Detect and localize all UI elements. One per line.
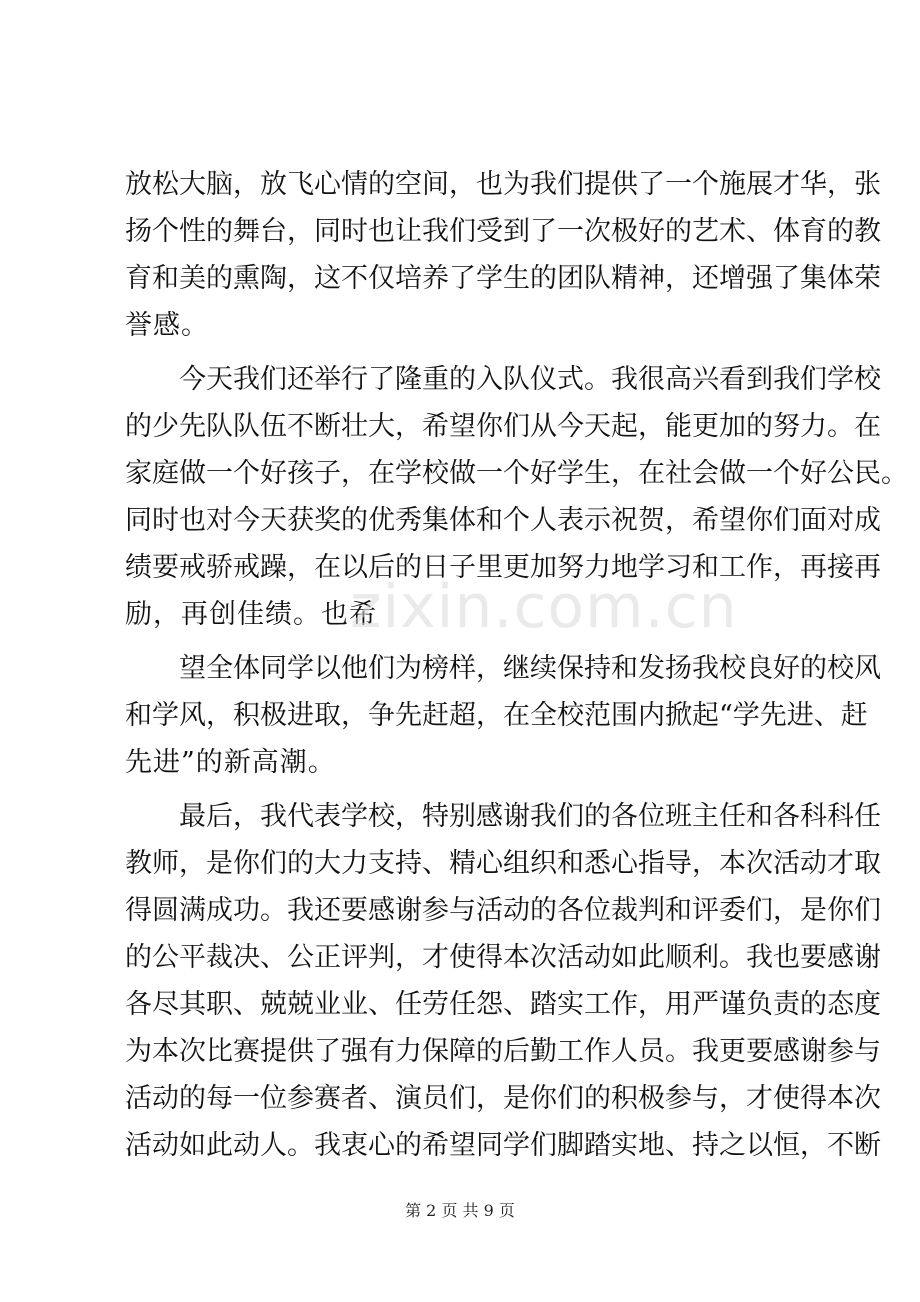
text-line: 得圆满成功。我还要感谢参与活动的各位裁判和评委们，是你们 xyxy=(125,895,881,926)
text-line: 誉感。 xyxy=(125,310,209,341)
text-line: 各尽其职、兢兢业业、任劳任怨、踏实工作，用严谨负责的态度 xyxy=(125,989,881,1020)
text-line: 绩要戒骄戒躁，在以后的日子里更加努力地学习和工作，再接再 xyxy=(125,552,881,583)
text-line: 最后，我代表学校，特别感谢我们的各位班主任和各科科任 xyxy=(125,801,881,832)
text-line: 和学风，积极进取，争先赶超，在全校范围内掀起“学先进、赶 xyxy=(125,700,868,731)
text-line: 放松大脑，放飞心情的空间，也为我们提供了一个施展才华，张 xyxy=(125,169,881,200)
text-line: 望全体同学以他们为榜样，继续保持和发扬我校良好的校风 xyxy=(125,653,881,684)
text-line: 扬个性的舞台，同时也让我们受到了一次极好的艺术、体育的教 xyxy=(125,216,881,247)
text-line: 的少先队队伍不断壮大，希望你们从今天起，能更加的努力。在 xyxy=(125,411,881,442)
text-line: 今天我们还举行了隆重的入队仪式。我很高兴看到我们学校 xyxy=(125,364,881,395)
text-line: 为本次比赛提供了强有力保障的后勤工作人员。我更要感谢参与 xyxy=(125,1036,881,1067)
text-line: 励，再创佳绩。也希 xyxy=(125,599,377,630)
text-line: 教师，是你们的大力支持、精心组织和悉心指导，本次活动才取 xyxy=(125,848,881,879)
text-line: 活动如此动人。我衷心的希望同学们脚踏实地、持之以恒，不断 xyxy=(125,1130,881,1161)
text-line: 家庭做一个好孩子，在学校做一个好学生，在社会做一个好公民。 xyxy=(125,458,908,489)
text-line: 育和美的熏陶，这不仅培养了学生的团队精神，还增强了集体荣 xyxy=(125,263,881,294)
page-number-footer: 第 2 页 共 9 页 xyxy=(405,1201,515,1220)
text-line: 先进”的新高潮。 xyxy=(125,747,336,778)
site-watermark: zixin.com.cn xyxy=(350,572,738,642)
text-line: 活动的每一位参赛者、演员们，是你们的积极参与，才使得本次 xyxy=(125,1083,881,1114)
text-line: 的公平裁决、公正评判，才使得本次活动如此顺利。我也要感谢 xyxy=(125,942,881,973)
text-line: 同时也对今天获奖的优秀集体和个人表示祝贺，希望你们面对成 xyxy=(125,505,881,536)
